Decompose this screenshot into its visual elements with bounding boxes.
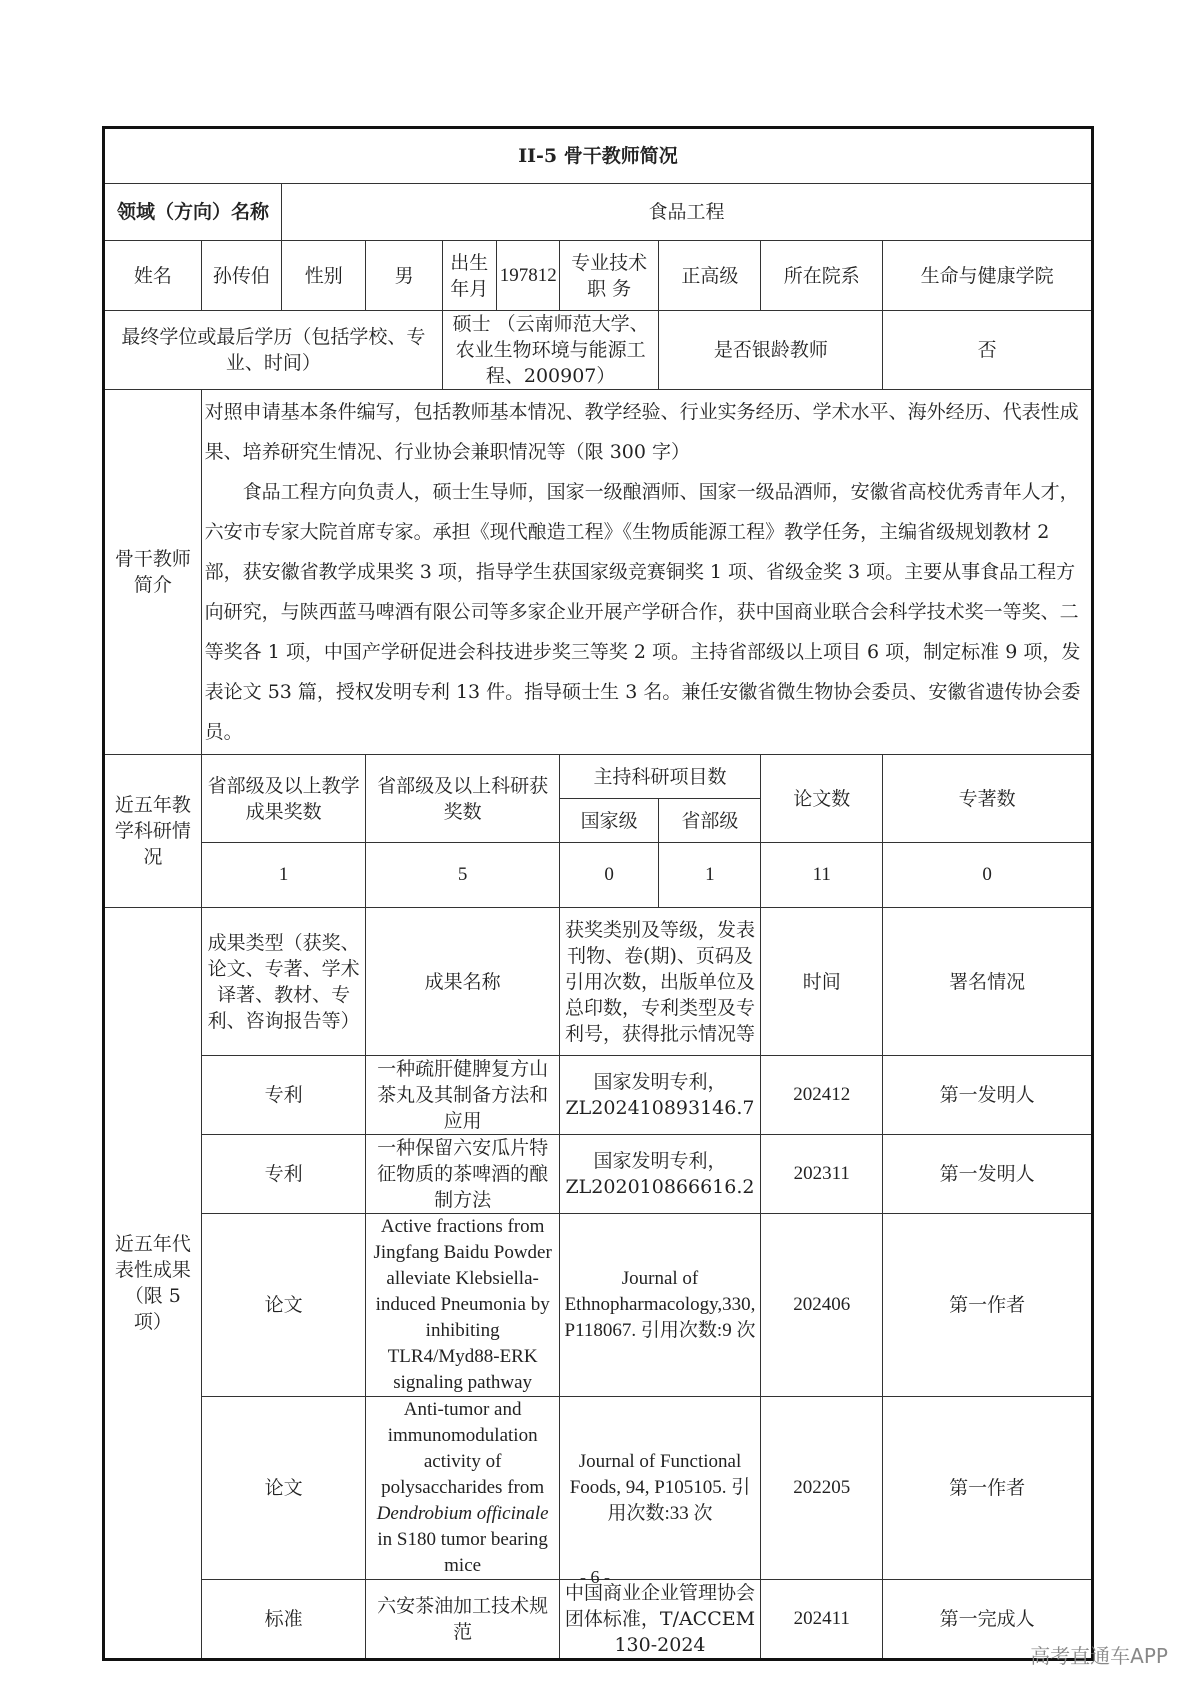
- projects-header: 主持科研项目数: [559, 755, 760, 799]
- achievement-name-part: Anti-tumor and immunomodulation activity of polysaccharides from: [381, 1399, 545, 1498]
- gender-label: 性别: [282, 241, 366, 311]
- degree-label: 最终学位或最后学历（包括学校、专业、时间）: [104, 311, 443, 390]
- teacher-form-table: [102, 126, 1094, 1661]
- achievement-type: 标准: [201, 1580, 366, 1660]
- name-label: 姓名: [104, 241, 202, 311]
- achievement-detail: 国家发明专利，ZL202010866616.2: [559, 1135, 760, 1214]
- degree-value: 硕士 （云南师范大学、农业生物环境与能源工程、200907）: [442, 311, 659, 390]
- national-value: 0: [559, 843, 659, 908]
- silver-value: 否: [883, 311, 1093, 390]
- achievement-sign: 第一作者: [883, 1397, 1093, 1580]
- intro-text: 食品工程方向负责人，硕士生导师，国家一级酿酒师、国家一级品酒师，安徽省高校优秀青年人才，六安市专家大院首席专家。承担《现代酿造工程》《生物质能源工程》教学任务，主编省级规划教材 2 部，获安徽省教学成果奖 3 项，指导学生获国家级竞赛铜奖 1 项、省级金奖 3 项。主要从事食品工程方向研究，与陕西蓝马啤酒有限公司等多家企业开展产学研合作，获中国商业联合会科学技术奖一等奖、二等奖各 1 项，中国产学研促进会科技进步奖三等奖 2 项。主持省部级以上项目 6 项，制定标准 9 项，发表论文 53 篇，授权发明专利 13 件。指导硕士生 3 名。兼任安徽省微生物协会委员、安徽省遗传协会委员。: [204, 481, 1081, 743]
- provincial-value: 1: [659, 843, 761, 908]
- detail-header: 获奖类别及等级，发表刊物、卷(期)、页码及引用次数，出版单位及总印数，专利类型及专利号，获得批示情况等: [559, 908, 760, 1056]
- type-header: 成果类型（获奖、论文、专著、学术译著、教材、专利、咨询报告等）: [201, 908, 366, 1056]
- field-label: 领域（方向）名称: [104, 184, 282, 241]
- title-value: 正高级: [659, 241, 761, 311]
- achievement-time: 202205: [761, 1397, 883, 1580]
- achievement-sign: 第一发明人: [883, 1135, 1093, 1214]
- achievement-sign: 第一完成人: [883, 1580, 1093, 1660]
- achievement-row: [104, 1056, 1093, 1135]
- achievement-time: 202411: [761, 1580, 883, 1660]
- achievement-name: 一种保留六安瓜片特征物质的茶啤酒的酿制方法: [366, 1135, 559, 1214]
- achievement-name: 一种疏肝健脾复方山茶丸及其制备方法和应用: [366, 1056, 559, 1135]
- species-name: Dendrobium officinale: [376, 1503, 549, 1524]
- research-award-header: 省部级及以上科研获奖数: [366, 755, 559, 843]
- achievement-name: 六安茶油加工技术规范: [366, 1580, 559, 1660]
- field-value: 食品工程: [282, 184, 1093, 241]
- time-header: 时间: [761, 908, 883, 1056]
- achievement-type: 专利: [201, 1056, 366, 1135]
- achievement-name: Active fractions from Jingfang Baidu Powder alleviate Klebsiella-induced Pneumonia by inhibiting TLR4/Myd88-ERK signaling pathway: [366, 1214, 559, 1397]
- papers-value: 11: [761, 843, 883, 908]
- achievement-row: [104, 1214, 1093, 1397]
- achievement-row: [104, 1580, 1093, 1660]
- title-label: 专业技术职 务: [559, 241, 659, 311]
- watermark-text: 高考直通车APP: [1030, 1644, 1168, 1668]
- monographs-value: 0: [883, 843, 1093, 908]
- gender-value: 男: [366, 241, 442, 311]
- achievement-sign: 第一作者: [883, 1214, 1093, 1397]
- achievement-type: 论文: [201, 1397, 366, 1580]
- achievement-detail: 中国商业企业管理协会团体标准，T/ACCEM 130-2024: [559, 1580, 760, 1660]
- achievement-time: 202406: [761, 1214, 883, 1397]
- monographs-header: 专著数: [883, 755, 1093, 843]
- five-year-label: 近五年教学科研情况: [104, 755, 202, 908]
- provincial-header: 省部级: [659, 799, 761, 843]
- name-header: 成果名称: [366, 908, 559, 1056]
- silver-label: 是否银龄教师: [659, 311, 883, 390]
- achievement-detail: Journal of Ethnopharmacology,330, P118067. 引用次数:9 次: [559, 1214, 760, 1397]
- papers-header: 论文数: [761, 755, 883, 843]
- teaching-award-header: 省部级及以上教学成果奖数: [201, 755, 366, 843]
- achievement-time: 202311: [761, 1135, 883, 1214]
- intro-content: [201, 390, 1092, 755]
- sign-header: 署名情况: [883, 908, 1093, 1056]
- achievement-time: 202412: [761, 1056, 883, 1135]
- dept-value: 生命与健康学院: [883, 241, 1093, 311]
- achievement-detail: Journal of Functional Foods, 94, P105105. 引用次数:33 次: [559, 1397, 760, 1580]
- achievement-detail: 国家发明专利，ZL202410893146.7: [559, 1056, 760, 1135]
- birth-value: 197812: [496, 241, 559, 311]
- national-header: 国家级: [559, 799, 659, 843]
- teaching-award-value: 1: [201, 843, 366, 908]
- dept-label: 所在院系: [761, 241, 883, 311]
- name-value: 孙传伯: [201, 241, 281, 311]
- intro-label: 骨干教师简介: [104, 390, 202, 755]
- achievement-row: [104, 1135, 1093, 1214]
- achievement-type: 论文: [201, 1214, 366, 1397]
- page-number: - 6 -: [580, 1567, 610, 1587]
- achievements-label: 近五年代表性成果（限 5 项）: [104, 908, 202, 1660]
- achievement-name-part: in S180 tumor bearing mice: [377, 1529, 548, 1576]
- birth-label: 出生年月: [442, 241, 496, 311]
- achievement-row: [104, 1397, 1093, 1580]
- achievement-type: 专利: [201, 1135, 366, 1214]
- intro-instruction: 对照申请基本条件编写，包括教师基本情况、教学经验、行业实务经历、学术水平、海外经历、代表性成果、培养研究生情况、行业协会兼职情况等（限 300 字）: [204, 401, 1079, 463]
- achievement-sign: 第一发明人: [883, 1056, 1093, 1135]
- section-title: II-5 骨干教师简况: [104, 128, 1093, 184]
- research-award-value: 5: [366, 843, 559, 908]
- achievement-name: [366, 1397, 559, 1580]
